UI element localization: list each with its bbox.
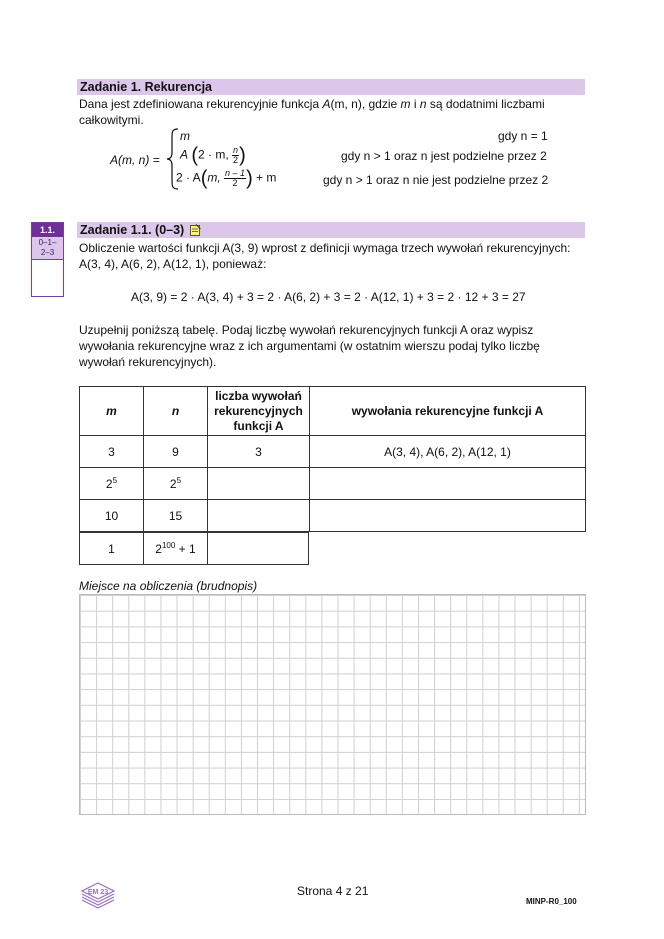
case1-expr: m — [180, 129, 190, 143]
page-number: Strona 4 z 21 — [297, 884, 369, 898]
cell-calls-input[interactable] — [310, 468, 586, 500]
task11-intro: Obliczenie wartości funkcji A(3, 9) wprost z definicji wymaga trzech wywołań rekurencyjnych: A(3, 4), A(6, 2), A(12, 1), ponieważ: — [79, 241, 571, 271]
exam-code: MINP-R0_100 — [526, 897, 577, 906]
cell-n: 9 — [144, 436, 208, 468]
task1-intro: Dana jest zdefiniowana rekurencyjnie funkcja A(m, n), gdzie m i n są dodatnimi liczbami całkowitymi. — [79, 97, 545, 127]
score-label: 1.1. — [32, 223, 63, 237]
pencil-notepad-icon — [190, 224, 201, 236]
draft-grid[interactable] — [79, 594, 586, 815]
cell-m: 3 — [80, 436, 144, 468]
table-row — [80, 468, 586, 500]
cell-count: 3 — [208, 436, 310, 468]
case2-cond: gdy n > 1 oraz n jest podzielne przez 2 — [341, 149, 547, 163]
task11-heading: Zadanie 1.1. (0–3) — [77, 222, 585, 238]
case1-cond: gdy n = 1 — [498, 129, 548, 143]
table-row — [80, 436, 586, 468]
header-count: liczba wywołań rekurencyjnych funkcji A — [208, 387, 310, 436]
case3-expr: 2 · A(m, $\frac{n - 1}{2}$ ) + m — [176, 167, 277, 190]
definition-lhs: A(m, n) = — [110, 153, 160, 167]
score-box — [31, 222, 64, 297]
cell-m: 10 — [80, 500, 144, 532]
cell-count-input[interactable] — [208, 468, 310, 500]
cell-n: $2^5$ — [144, 468, 208, 500]
cell-n: $2^{100} + 1$ — [144, 533, 208, 565]
answer-table-last-row — [79, 532, 309, 565]
cell-m: 1 — [80, 533, 144, 565]
cke-logo-icon — [78, 878, 118, 912]
table-row — [80, 533, 309, 565]
header-n: n — [144, 387, 208, 436]
answer-table — [79, 386, 586, 532]
score-range: 0–1– 2–3 — [32, 237, 63, 260]
header-m: m — [80, 387, 144, 436]
cell-calls: A(3, 4), A(6, 2), A(12, 1) — [310, 436, 586, 468]
cell-count-input[interactable] — [208, 500, 310, 532]
case2-expr: A (2 · m, $\frac{n}{2}$ ) — [180, 144, 246, 167]
header-calls: wywołania rekurencyjne funkcji A — [310, 387, 586, 436]
task11-instructions: Uzupełnij poniższą tabelę. Podaj liczbę wywołań rekurencyjnych funkcji A oraz wypisz wywołania rekurencyjne wraz z ich argumentami (w ostatnim wierszu podaj tylko liczbę wywołań rekurencyjnych). — [79, 323, 540, 369]
case3-cond: gdy n > 1 oraz n nie jest podzielne przez 2 — [323, 173, 549, 187]
task1-heading: Zadanie 1. Rekurencja — [77, 79, 585, 95]
cell-count-input[interactable] — [208, 533, 309, 565]
table-row — [80, 500, 586, 532]
task11-formula: A(3, 9) = 2 · A(3, 4) + 3 = 2 · A(6, 2) + 3 = 2 · A(12, 1) + 3 = 2 · 12 + 3 = 27 — [131, 290, 526, 304]
svg-text:EM 23: EM 23 — [87, 889, 109, 896]
cell-m: $2^5$ — [80, 468, 144, 500]
cell-n: 15 — [144, 500, 208, 532]
draft-label: Miejsce na obliczenia (brudnopis) — [79, 579, 258, 593]
cell-calls-input[interactable] — [310, 500, 586, 532]
